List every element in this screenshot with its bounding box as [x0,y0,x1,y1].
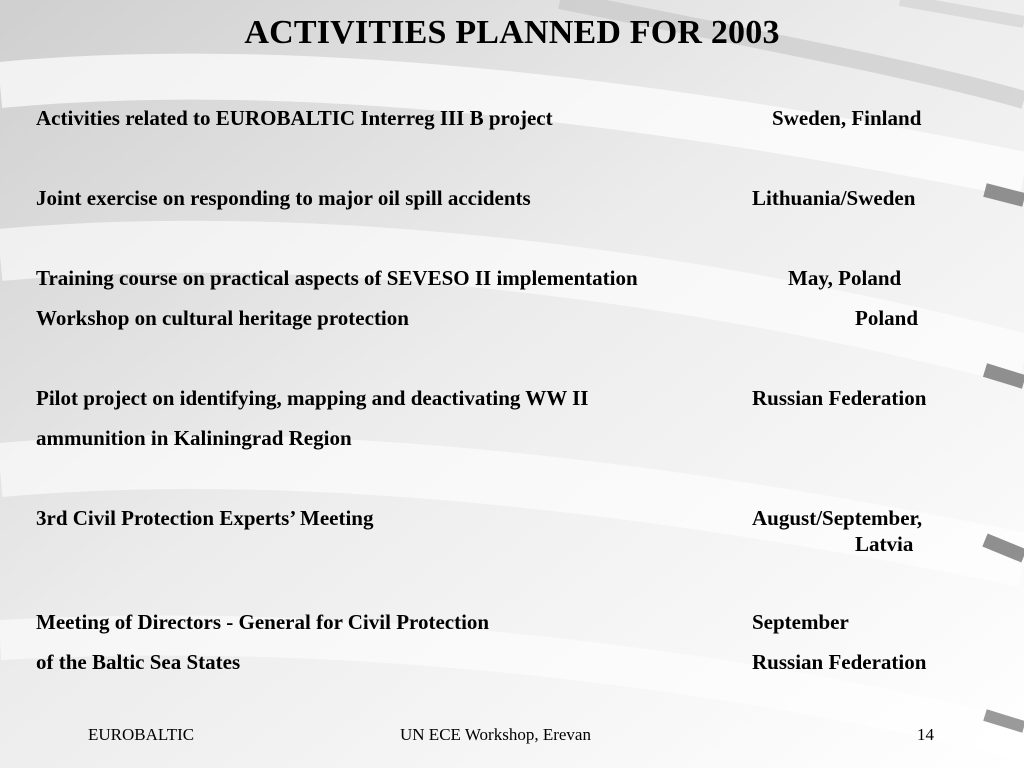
activity-seveso-training: Training course on practical aspects of SEVESO II implementation [36,266,638,290]
page-number: 14 [917,725,934,744]
activity-eurobaltic-interreg: Activities related to EUROBALTIC Interreg III B project [36,106,553,130]
activity-directors-meeting-line2: of the Baltic Sea States [36,650,241,674]
activity-ww2-ammunition-pilot-line2: ammunition in Kaliningrad Region [36,426,352,450]
slide-title: ACTIVITIES PLANNED FOR 2003 [244,14,780,51]
footer-center: UN ECE Workshop, Erevan [400,725,591,744]
activity-cultural-heritage-workshop: Workshop on cultural heritage protection [36,306,409,330]
location-oil-spill-exercise: Lithuania/Sweden [752,186,916,210]
date-civil-protection-experts: August/September, [752,506,923,530]
location-civil-protection-experts: Latvia [855,532,914,556]
location-ww2-ammunition-pilot: Russian Federation [752,386,927,410]
location-cultural-heritage-workshop: Poland [855,306,919,330]
activity-oil-spill-exercise: Joint exercise on responding to major oil spill accidents [36,186,531,210]
activity-civil-protection-experts: 3rd Civil Protection Experts’ Meeting [36,506,374,530]
location-seveso-training: May, Poland [788,266,902,290]
activity-ww2-ammunition-pilot: Pilot project on identifying, mapping and deactivating WW II [36,386,589,410]
activity-directors-meeting: Meeting of Directors - General for Civil Protection [36,610,490,634]
location-eurobaltic-interreg: Sweden, Finland [772,106,922,130]
date-directors-meeting: September [752,610,849,634]
location-directors-meeting: Russian Federation [752,650,927,674]
footer-left: EUROBALTIC [88,725,195,744]
